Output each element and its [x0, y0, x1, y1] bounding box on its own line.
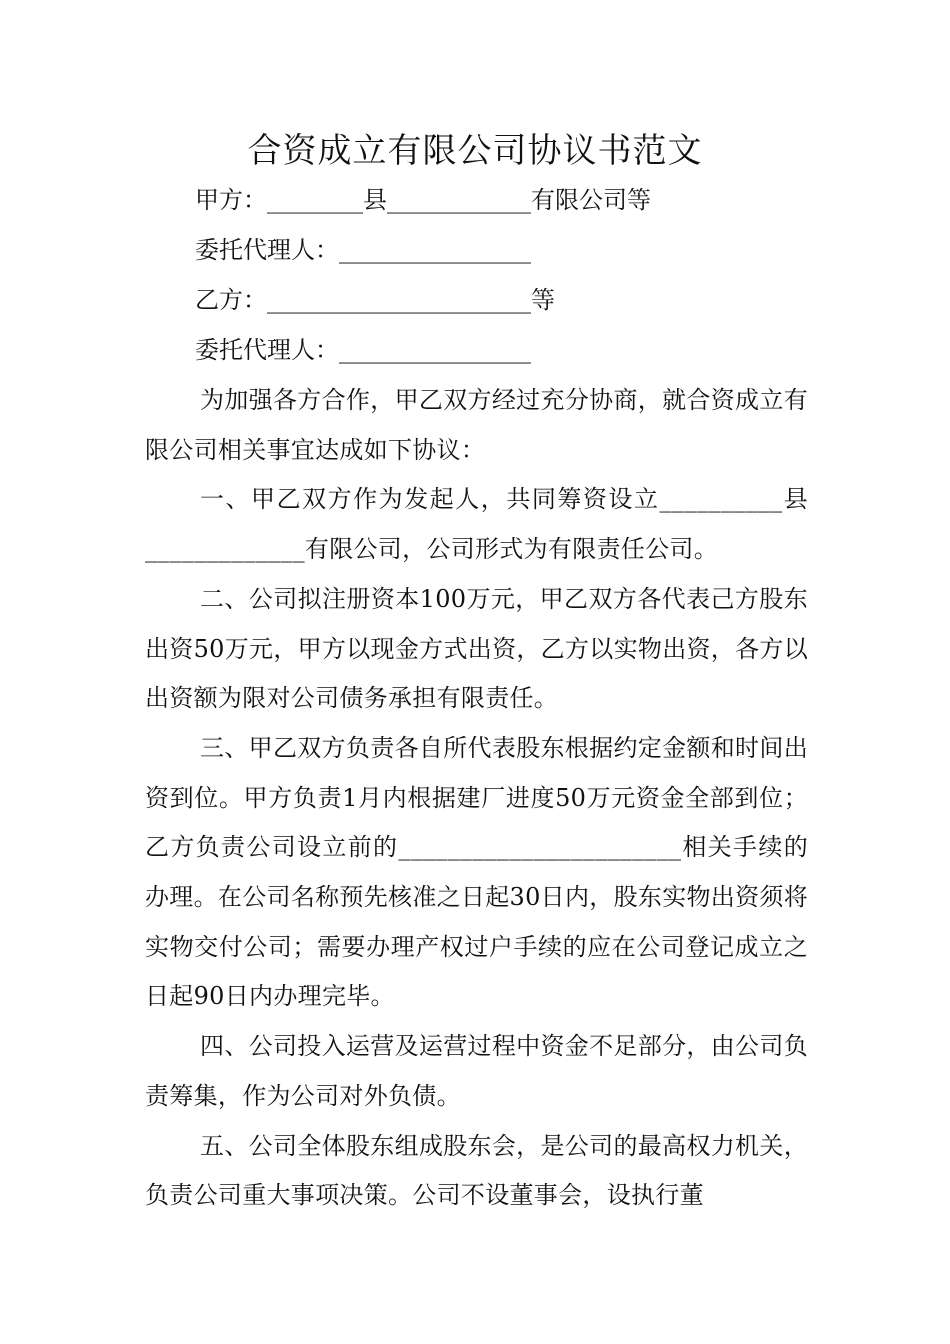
- agreement-body: [145, 376, 808, 1221]
- party-b-line: 乙方：______________________等: [195, 286, 555, 314]
- clause-2: 二、公司拟注册资本100万元，甲乙双方各代表己方股东出资50万元，甲方以现金方式出资，乙方以实物出资，各方以出资额为限对公司债务承担有限责任。: [145, 584, 808, 713]
- intro-paragraph: 为加强各方合作，甲乙双方经过充分协商，就合资成立有限公司相关事宜达成如下协议：: [145, 386, 808, 464]
- clause-4: 四、公司投入运营及运营过程中资金不足部分，由公司负责筹集，作为公司对外负债。: [145, 1032, 808, 1110]
- party-a-line: 甲方：________县____________有限公司等: [195, 186, 651, 214]
- agent-a-line: 委托代理人：________________: [195, 236, 531, 264]
- clause-5: 五、公司全体股东组成股东会，是公司的最高权力机关，负责公司重大事项决策。公司不设董事会，设执行董: [145, 1131, 808, 1210]
- clause-3: 三、甲乙双方负责各自所代表股东根据约定金额和时间出资到位。甲方负责1月内根据建厂进度50万元资金全部到位；乙方负责公司设立前的_______________________相关手续的办理。在公司名称预先核准之日起30日内，股东实物出资须将实物交付公司；需要办理产权过户手续的应在公司登记成立之日起90日内办理完毕。: [145, 733, 808, 1011]
- agent-b-line: 委托代理人：________________: [195, 336, 531, 364]
- clause-1: 一、甲乙双方作为发起人，共同筹资设立__________县_____________有限公司，公司形式为有限责任公司。: [145, 485, 808, 564]
- document-title: 合资成立有限公司协议书范文: [247, 131, 703, 171]
